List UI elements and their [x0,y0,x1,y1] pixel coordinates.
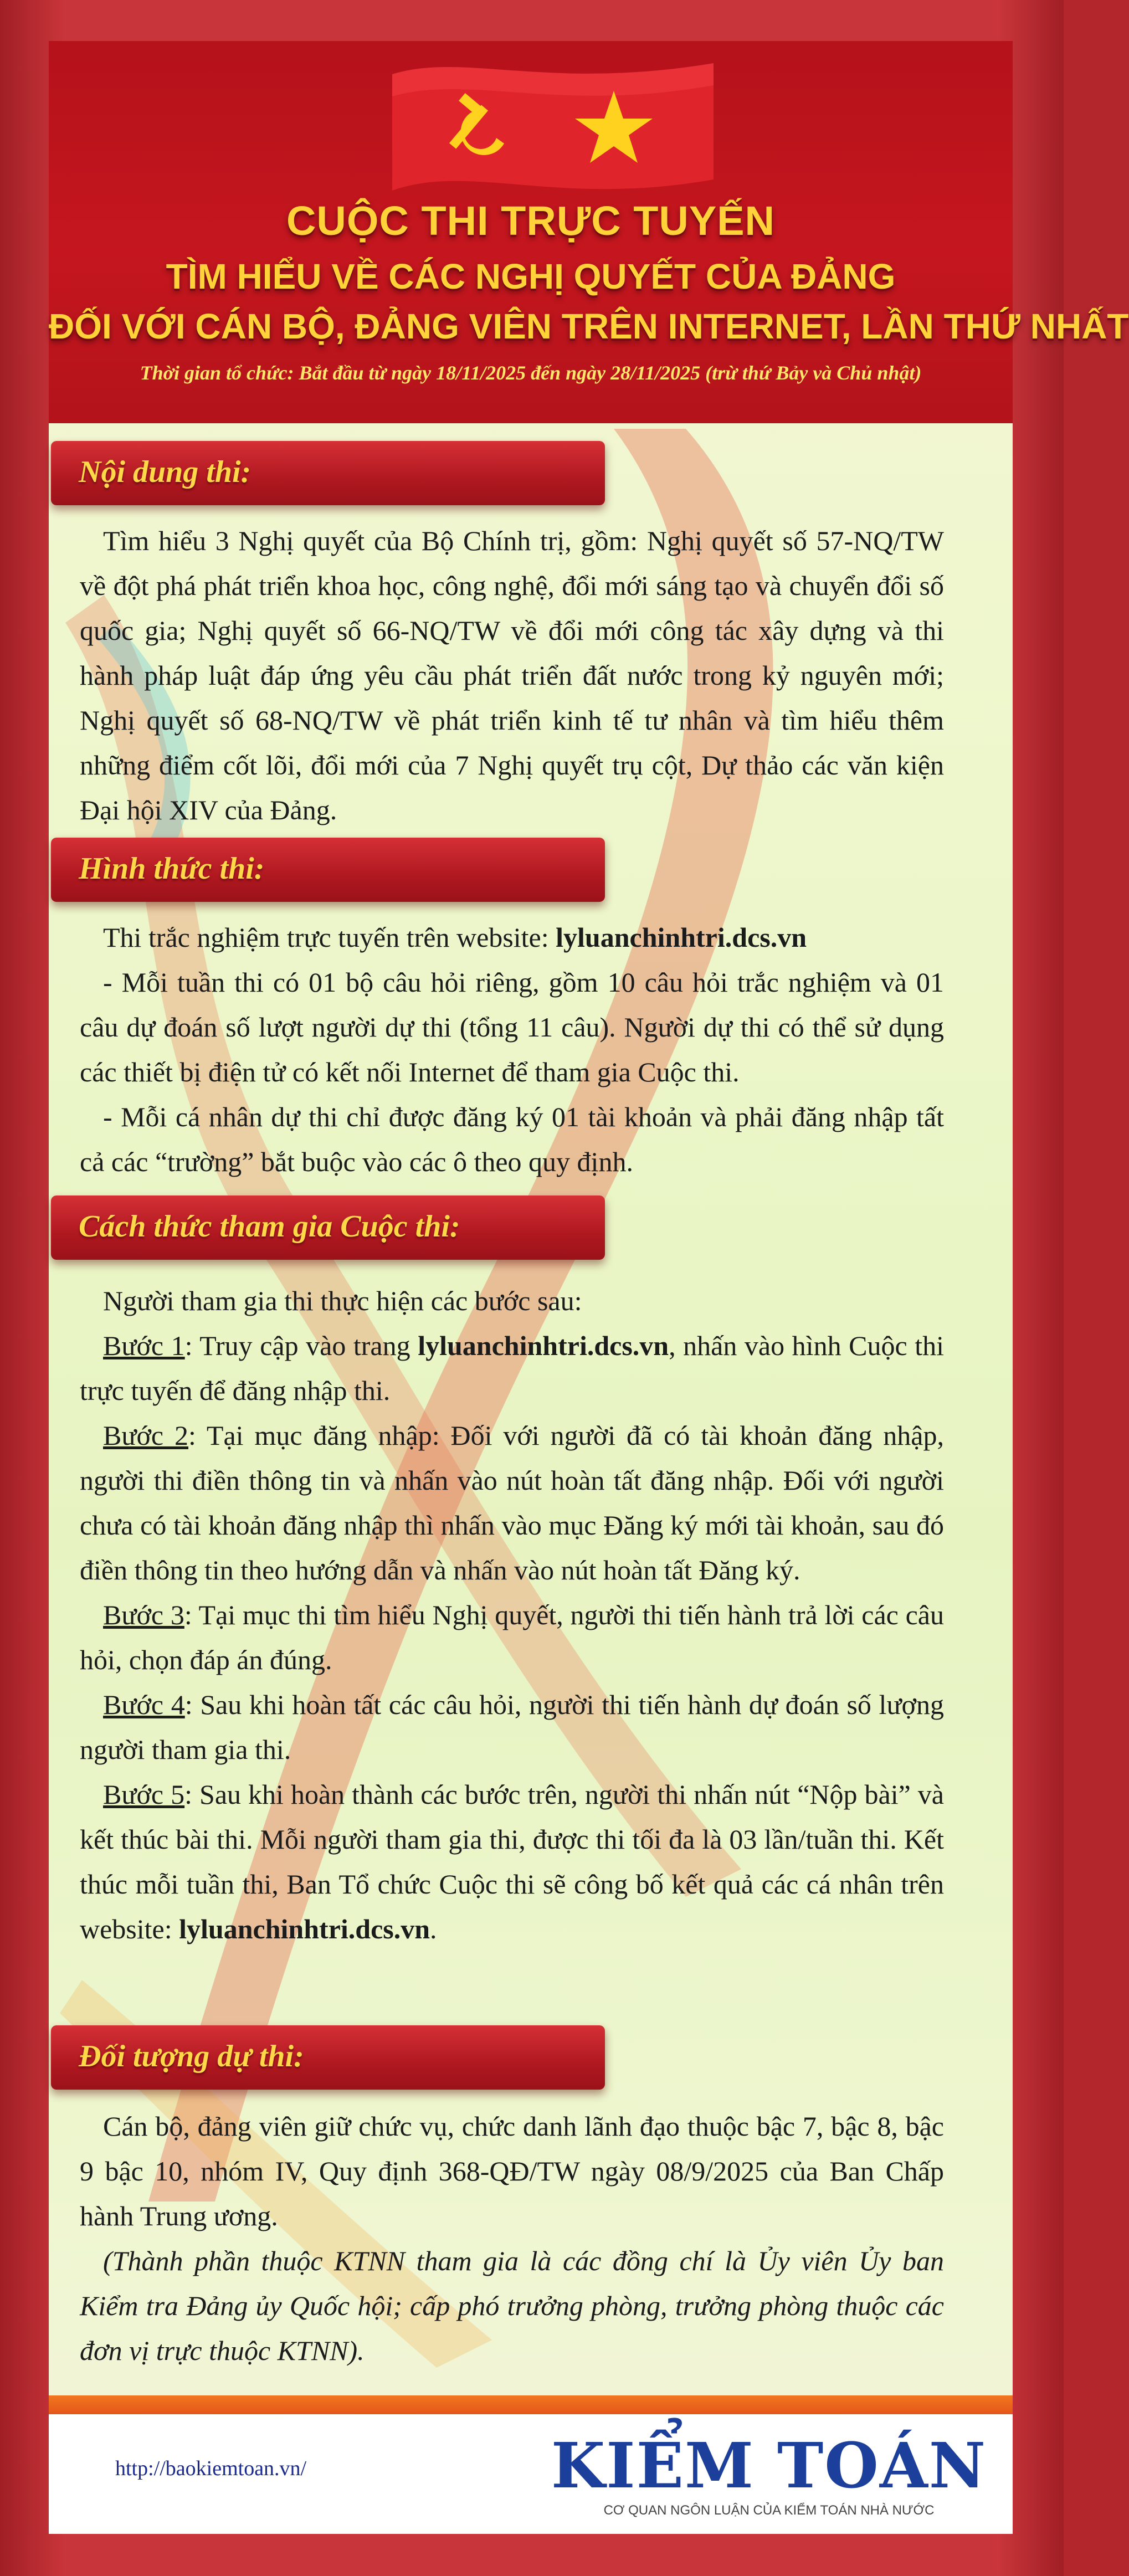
step-1-text-a: : Truy cập vào trang [184,1330,418,1361]
contest-subtitle-line2: ĐỐI VỚI CÁN BỘ, ĐẢNG VIÊN TRÊN INTERNET, LẦN THỨ NHẤT [49,306,1129,346]
section-participation-body [80,1279,944,1952]
section-heading-format [51,838,605,902]
step-5-label: Bước 5 [103,1779,185,1810]
section-heading-label: Nội dung thi: [79,455,252,489]
step-5-website-link[interactable]: lyluanchinhtri.dcs.vn [179,1913,430,1944]
section-audience-body [80,2104,944,2373]
header-banner [49,41,1129,423]
footer-website-link[interactable]: http://baokiemtoan.vn/ [115,2457,307,2480]
participation-intro: Người tham gia thi thực hiện các bước sau: [103,1285,582,1316]
step-5-end: . [430,1913,437,1944]
step-1-text-b: , nhấn vào hình Cuộc thi trực tuyến để đăng nhập thi. [80,1330,945,1406]
contest-title: CUỘC THI TRỰC TUYẾN [286,198,776,244]
step-4-label: Bước 4 [103,1689,185,1720]
step-5-text: : Sau khi hoàn thành các bước trên, người thi nhấn nút “Nộp bài” và kết thúc bài thi. Mỗi người tham gia thi, được thi tối đa là 03 lần/tuần thi. Kết thúc mỗi tuần thi, Ban Tổ chức Cuộc thi sẽ công bố kết quả các cá nhân trên website: [80,1779,944,1944]
step-2 [80,1413,944,1593]
section-heading-label: Đối tượng dự thi: [79,2039,304,2074]
step-1-website-link[interactable]: lyluanchinhtri.dcs.vn [418,1330,669,1361]
section-heading-participation [51,1195,605,1260]
step-3-text: : Tại mục thi tìm hiểu Nghị quyết, người thi tiến hành trả lời các câu hỏi, chọn đáp án đúng. [80,1599,944,1675]
step-5 [80,1772,944,1952]
kiem-toan-logo: KIỂM TOÁN [551,2430,987,2502]
party-flag-icon [381,52,725,196]
section-format-body [80,915,944,1184]
step-1 [80,1323,944,1413]
format-website-link[interactable]: lyluanchinhtri.dcs.vn [556,922,807,953]
step-4 [80,1682,944,1772]
section-heading-label: Cách thức tham gia Cuộc thi: [79,1209,460,1244]
step-2-label: Bước 2 [103,1420,188,1451]
section-content-body [80,519,944,833]
content-paragraph: Tìm hiểu 3 Nghị quyết của Bộ Chính trị, gồm: Nghị quyết số 57-NQ/TW về đột phá phát triển khoa học, công nghệ, đổi mới sáng tạo và chuyển đổi số quốc gia; Nghị quyết số 66-NQ/TW về đổi mới công tác xây dựng và thi hành pháp luật đáp ứng yêu cầu phát triển đất nước trong kỷ nguyên mới; Nghị quyết số 68-NQ/TW về phát triển kinh tế tư nhân và tìm hiểu thêm những điểm cốt lõi, đổi mới của 7 Nghị quyết trụ cột, Dự thảo các văn kiện Đại hội XIV của Đảng. [80,525,944,825]
step-1-label: Bước 1 [103,1330,185,1361]
step-3 [80,1593,944,1682]
contest-timeline: Thời gian tổ chức: Bắt đầu từ ngày 18/11/2025 đến ngày 28/11/2025 (trừ thứ Bảy và Chủ nhật) [140,362,922,384]
poster-panel [49,41,1129,2534]
section-heading-audience [51,2025,605,2090]
audience-paragraph: Cán bộ, đảng viên giữ chức vụ, chức danh lãnh đạo thuộc bậc 7, bậc 8, bậc 9 bậc 10, nhóm IV, Quy định 368-QĐ/TW ngày 08/9/2025 của Ban Chấp hành Trung ương. [80,2111,944,2231]
section-heading-label: Hình thức thi: [79,851,265,886]
kiem-toan-logo-subtitle: CƠ QUAN NGÔN LUẬN CỦA KIỂM TOÁN NHÀ NƯỚC [603,2503,935,2518]
format-item-2: - Mỗi cá nhân dự thi chỉ được đăng ký 01 tài khoản và phải đăng nhập tất cả các “trường” bắt buộc vào các ô theo quy định. [80,1101,944,1177]
step-2-text: : Tại mục đăng nhập: Đối với người đã có tài khoản đăng nhập, người thi điền thông tin và nhấn vào nút hoàn tất đăng nhập. Đối với người chưa có tài khoản đăng nhập thì nhấn vào mục Đăng ký mới tài khoản, sau đó điền thông tin theo hướng dẫn và nhấn vào nút hoàn tất Đăng ký. [80,1420,944,1585]
contest-subtitle-line1: TÌM HIỂU VỀ CÁC NGHỊ QUYẾT CỦA ĐẢNG [166,256,896,296]
section-heading-content [51,441,605,505]
footer-accent-bar [49,2395,1013,2414]
footer [49,2414,1013,2534]
format-item-1: - Mỗi tuần thi có 01 bộ câu hỏi riêng, gồm 10 câu hỏi trắc nghiệm và 01 câu dự đoán số lượt người dự thi (tổng 11 câu). Người dự thi có thể sử dụng các thiết bị điện tử có kết nối Internet để tham gia Cuộc thi. [80,967,944,1087]
step-3-label: Bước 3 [103,1599,184,1630]
format-intro [80,915,944,960]
format-intro-text: Thi trắc nghiệm trực tuyến trên website: [103,922,549,953]
step-4-text: : Sau khi hoàn tất các câu hỏi, người thi tiến hành dự đoán số lượng người tham gia thi. [80,1689,944,1765]
audience-note: (Thành phần thuộc KTNN tham gia là các đồng chí là Ủy viên Ủy ban Kiểm tra Đảng ủy Quốc hội; cấp phó trưởng phòng, trưởng phòng thuộc các đơn vị trực thuộc KTNN). [80,2245,944,2366]
